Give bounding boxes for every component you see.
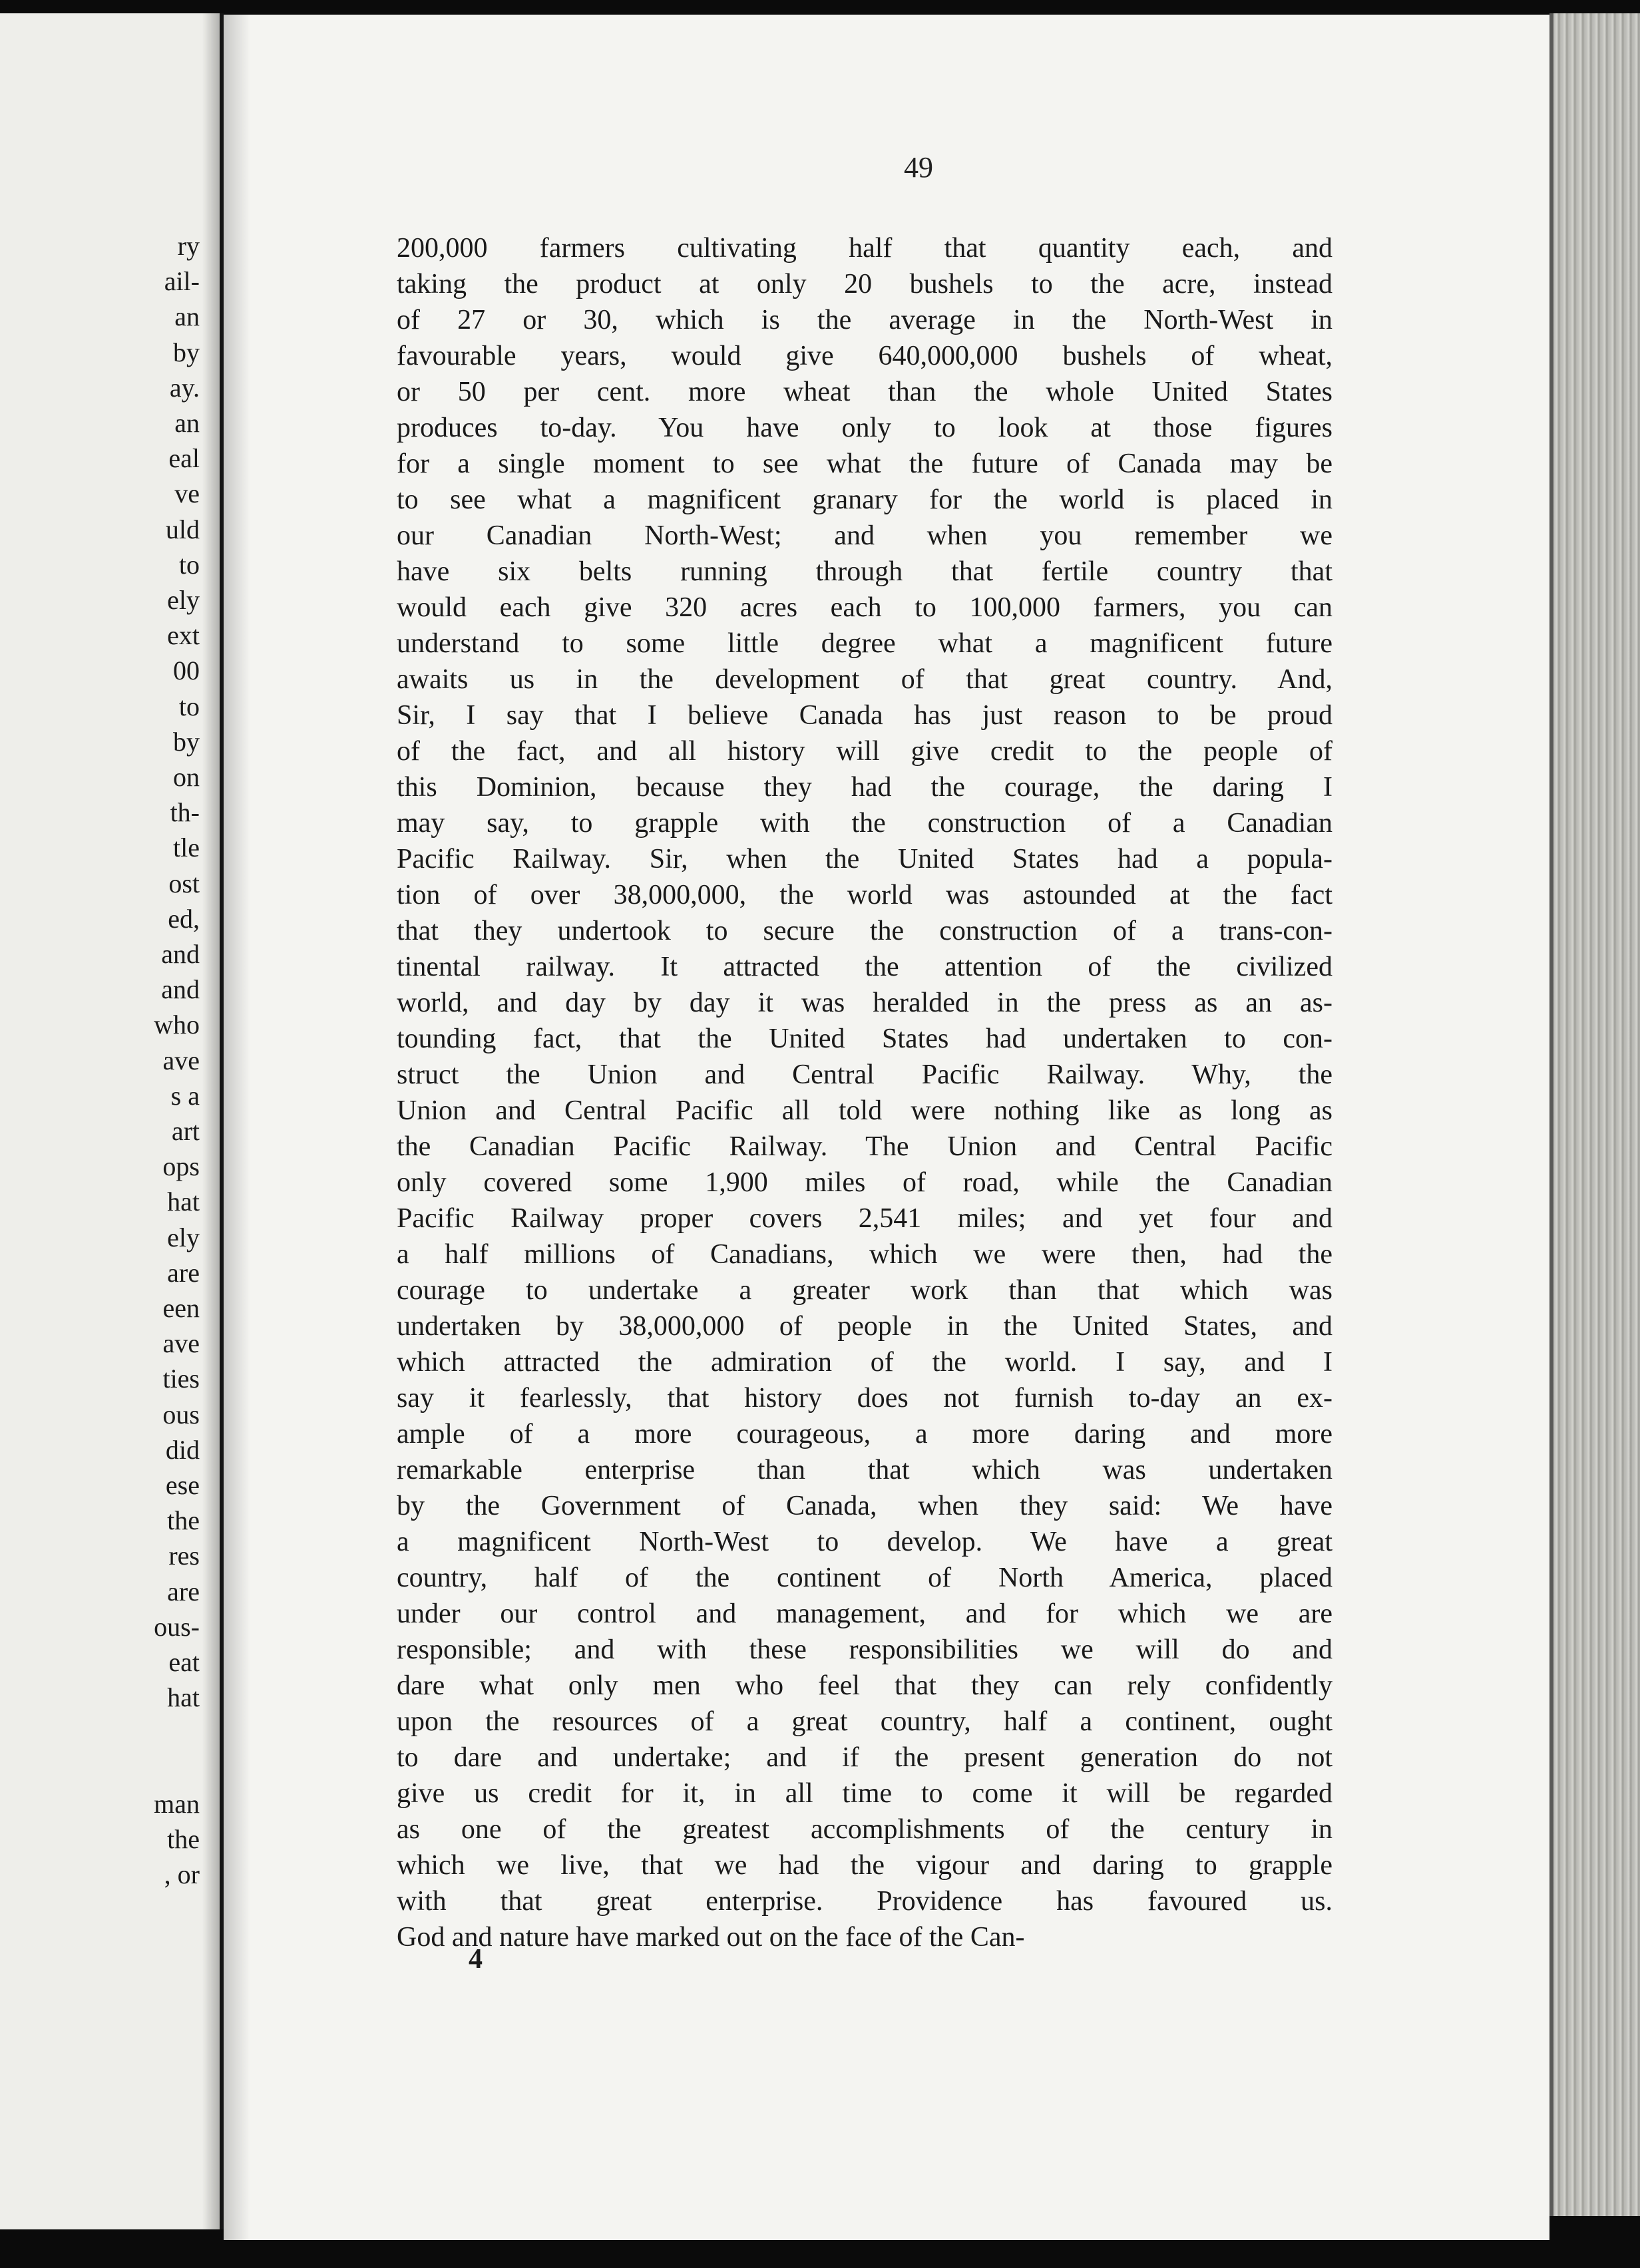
- text-line: awaits us in the development of that great country. And,: [397, 664, 1332, 695]
- facing-page-fragment: eat: [168, 1647, 200, 1677]
- text-line: God and nature have marked out on the face of the Can-: [397, 1922, 1025, 1953]
- facing-page-fragment: who: [154, 1010, 200, 1040]
- facing-page-fragment: ave: [162, 1328, 200, 1359]
- facing-page-fragment: uld: [165, 514, 200, 544]
- facing-page-fragment: ely: [167, 1222, 200, 1252]
- facing-page-fragment: ely: [167, 585, 200, 615]
- facing-page-fragment: ay.: [169, 372, 200, 403]
- page-edges: [1549, 13, 1640, 2216]
- text-line: would each give 320 acres each to 100,000 farmers, you can: [397, 592, 1332, 623]
- facing-page-fragment: man: [154, 1788, 200, 1819]
- facing-page-fragment: the: [167, 1505, 200, 1536]
- text-line: Union and Central Pacific all told were nothing like as long as: [397, 1095, 1332, 1126]
- text-line: have six belts running through that fertile country that: [397, 556, 1332, 587]
- facing-page-fragment: ext: [167, 620, 200, 651]
- text-line: Pacific Railway proper covers 2,541 miles; and yet four and: [397, 1203, 1332, 1234]
- text-line: say it fearlessly, that history does not furnish to-day an ex-: [397, 1383, 1332, 1414]
- text-line: responsible; and with these responsibilities we will do and: [397, 1634, 1332, 1665]
- facing-page-fragment: ve: [174, 478, 200, 509]
- facing-page-fragment: ous: [162, 1399, 200, 1429]
- text-line: 200,000 farmers cultivating half that quantity each, and: [397, 233, 1332, 264]
- facing-page-fragment: ry: [177, 231, 200, 261]
- text-line: remarkable enterprise than that which was undertaken: [397, 1455, 1332, 1485]
- facing-page-fragment: are: [167, 1576, 200, 1606]
- facing-page-fragment: an: [174, 408, 200, 438]
- facing-page-fragment: and: [161, 939, 200, 969]
- facing-page-fragment: an: [174, 301, 200, 332]
- signature-mark: 4: [469, 1944, 483, 1975]
- facing-page-fragment: hat: [167, 1187, 200, 1217]
- text-line: country, half of the continent of North America, placed: [397, 1563, 1332, 1593]
- facing-page-fragment: s a: [170, 1080, 200, 1111]
- text-line: give us credit for it, in all time to come it will be regarded: [397, 1778, 1332, 1809]
- facing-page-left: [0, 13, 224, 2229]
- text-line: only covered some 1,900 miles of road, while the Canadian: [397, 1167, 1332, 1198]
- text-line: a half millions of Canadians, which we were then, had the: [397, 1239, 1332, 1270]
- text-line: a magnificent North-West to develop. We have a great: [397, 1527, 1332, 1557]
- facing-page-fragment: and: [161, 974, 200, 1005]
- text-line: to see what a magnificent granary for the world is placed in: [397, 484, 1332, 515]
- text-line: or 50 per cent. more wheat than the whole United States: [397, 377, 1332, 407]
- text-line: upon the resources of a great country, half a continent, ought: [397, 1706, 1332, 1737]
- facing-page-fragment: on: [173, 762, 200, 792]
- facing-page-fragment: ed,: [168, 903, 200, 934]
- facing-page-fragment: 00: [173, 656, 200, 686]
- text-line: taking the product at only 20 bushels to the acre, instead: [397, 269, 1332, 299]
- facing-page-fragment: , or: [164, 1859, 200, 1890]
- text-line: Sir, I say that I believe Canada has just reason to be proud: [397, 700, 1332, 731]
- facing-page-fragment: ese: [165, 1470, 200, 1500]
- text-line: this Dominion, because they had the courage, the daring I: [397, 772, 1332, 803]
- facing-page-fragment: to: [178, 691, 200, 721]
- text-line: that they undertook to secure the construction of a trans-con-: [397, 916, 1332, 946]
- text-line: by the Government of Canada, when they said: We have: [397, 1491, 1332, 1521]
- text-line: dare what only men who feel that they can rely confidently: [397, 1670, 1332, 1701]
- text-line: with that great enterprise. Providence has favoured us.: [397, 1886, 1332, 1917]
- text-line: of the fact, and all history will give credit to the people of: [397, 736, 1332, 767]
- text-line: tion of over 38,000,000, the world was astounded at the fact: [397, 880, 1332, 910]
- facing-page-fragment: th-: [170, 797, 200, 828]
- facing-page-fragment: ops: [162, 1151, 200, 1182]
- facing-page-fragment: res: [168, 1541, 200, 1571]
- facing-page-fragment: by: [173, 337, 200, 367]
- text-line: struct the Union and Central Pacific Railway. Why, the: [397, 1059, 1332, 1090]
- facing-page-fragment: eal: [168, 443, 200, 474]
- text-line: the Canadian Pacific Railway. The Union and Central Pacific: [397, 1131, 1332, 1162]
- text-line: tinental railway. It attracted the attention of the civilized: [397, 952, 1332, 982]
- text-line: tounding fact, that the United States had undertaken to con-: [397, 1024, 1332, 1054]
- facing-page-fragment: ous-: [154, 1611, 200, 1642]
- text-line: Pacific Railway. Sir, when the United States had a popula-: [397, 844, 1332, 874]
- text-line: which we live, that we had the vigour and daring to grapple: [397, 1850, 1332, 1881]
- text-line: may say, to grapple with the construction of a Canadian: [397, 808, 1332, 839]
- text-line: world, and day by day it was heralded in the press as an as-: [397, 988, 1332, 1018]
- text-line: understand to some little degree what a magnificent future: [397, 628, 1332, 659]
- facing-page-fragment: did: [165, 1434, 200, 1465]
- text-line: favourable years, would give 640,000,000 bushels of wheat,: [397, 341, 1332, 371]
- facing-page-fragment: een: [162, 1293, 200, 1323]
- text-line: which attracted the admiration of the world. I say, and I: [397, 1347, 1332, 1378]
- facing-page-fragment: the: [167, 1824, 200, 1854]
- facing-page-fragment: tle: [173, 833, 200, 863]
- text-line: to dare and undertake; and if the present generation do not: [397, 1742, 1332, 1773]
- gutter-shadow: [202, 13, 220, 2229]
- text-line: undertaken by 38,000,000 of people in the United States, and: [397, 1311, 1332, 1342]
- text-line: as one of the greatest accomplishments of the century in: [397, 1814, 1332, 1845]
- text-line: for a single moment to see what the future of Canada may be: [397, 449, 1332, 479]
- facing-page-fragment: by: [173, 726, 200, 757]
- text-line: ample of a more courageous, a more daring and more: [397, 1419, 1332, 1449]
- text-line: our Canadian North-West; and when you remember we: [397, 520, 1332, 551]
- facing-page-fragment: hat: [167, 1682, 200, 1713]
- facing-page-fragment: art: [171, 1116, 200, 1146]
- facing-page-fragment: ost: [168, 868, 200, 898]
- facing-page-fragment: are: [167, 1257, 200, 1288]
- gutter-shade: [224, 15, 250, 2240]
- text-line: produces to-day. You have only to look at those figures: [397, 413, 1332, 443]
- text-line: under our control and management, and for which we are: [397, 1599, 1332, 1629]
- facing-page-fragment: ties: [162, 1364, 200, 1394]
- page-number: 49: [904, 151, 933, 184]
- body-text: [397, 230, 1332, 1955]
- text-line: of 27 or 30, which is the average in the North-West in: [397, 305, 1332, 335]
- facing-page-fragment: to: [178, 549, 200, 580]
- facing-page-fragment: ail-: [164, 266, 200, 297]
- facing-page-fragment: ave: [162, 1045, 200, 1075]
- text-line: courage to undertake a greater work than that which was: [397, 1275, 1332, 1306]
